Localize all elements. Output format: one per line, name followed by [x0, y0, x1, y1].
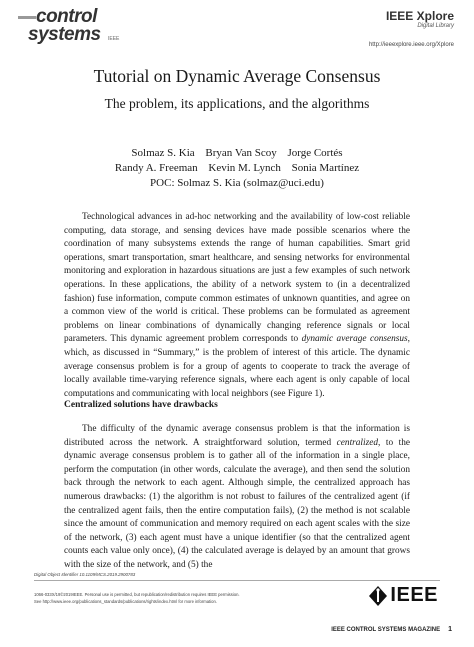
centralized-paragraph [64, 423, 410, 573]
author-block [0, 146, 474, 191]
copyright-line-2: See http://www.ieee.org/publications_standards/publications/rights/index.html for more information. [34, 599, 217, 604]
control-systems-logo [18, 6, 138, 52]
author-name: Sonia Martínez [291, 162, 360, 174]
paragraph-text: , which, as discussed in “Summary,” is the problem of interest of this article. The dynamic average consensus problem is for a group of agents to cooperate to track the average of locally available time-varying reference signals, where each agent is only capable of local computations and communicating with local neighbors (see Figure 1). [64, 334, 410, 399]
author-name: Jorge Cortés [287, 147, 343, 159]
emphasized-term: dynamic average consensus [301, 334, 408, 345]
paragraph-text: , to the dynamic average consensus problem is to gather all of the information in a single place, perform the computation (in other words, calculate the average), and then send the solution back through the network to each agent. Although simple, the centralized approach has numerous drawbacks: (1) the algorithm is not robust to failures of the centralized agent (if the centralized agent fails, then the entire computation fails), (2) the method is not scalable since the amount of communication and memory required on each agent scales with the size of the network, (3) each agent must have a unique identifier (so that the centralized agent counts each value only once), (4) the calculated average is delayed by an amount that grows with the size of the network, and (5) the [64, 437, 411, 570]
xplore-title: IEEE Xplore [385, 9, 454, 23]
xplore-subtitle: Digital Library [417, 23, 454, 29]
author-name: Randy A. Freeman [114, 162, 198, 174]
logo-line2: systems [28, 24, 101, 45]
article-subtitle: The problem, its applications, and the algorithms [104, 96, 370, 111]
ieee-wordmark: IEEE [390, 584, 438, 606]
logo-line1: control [36, 6, 97, 27]
authors-line-2 [0, 161, 474, 176]
page-footer [331, 626, 452, 633]
author-name: Bryan Van Scoy [205, 147, 277, 159]
point-of-contact: POC: Solmaz S. Kia (solmaz@uci.edu) [150, 177, 324, 189]
emphasized-term: centralized [336, 437, 378, 448]
intro-paragraph [64, 211, 410, 401]
footer-divider [34, 580, 440, 581]
ieee-xplore-badge [386, 9, 454, 29]
author-name: Solmaz S. Kia [131, 147, 195, 159]
xplore-url[interactable]: http://ieeexplore.ieee.org/Xplore [368, 42, 454, 48]
paragraph-text: Technological advances in ad-hoc networking and the availability of low-cost reliable computing, data storage, and sensing devices have made possible scenarios where the coordination of many subsystems extends the range of human capabilities. Smart grid operations, smart transportation, smart healthcare, and sensing networks for environmental monitoring and exploration in hazardous situations are just a few examples of such network operations. In these applications, the ability of a network system to (in a decentralized fashion) fuse information, compute common estimates of unknown quantities, and agree on a common view of the world is critical. These problems can be formulated as agreement problems on linear combinations of dynamically changing reference signals or local parameters. This dynamic agreement problem corresponds to [64, 212, 410, 345]
section-heading: Centralized solutions have drawbacks [64, 400, 218, 410]
paragraph-text: The difficulty of the dynamic average consensus problem is that the information is distributed across the network. A straightforward solution, termed [64, 424, 410, 448]
authors-line-1 [0, 146, 474, 161]
logo-decoration [18, 16, 36, 19]
doi-line: Digital Object Identifier 10.1109/MCS.2019.2900783 [34, 572, 136, 577]
author-name: Kevin M. Lynch [208, 162, 281, 174]
article-title: Tutorial on Dynamic Average Consensus [93, 66, 381, 86]
ieee-diamond-icon [368, 585, 388, 607]
copyright-line-1: 1066-033X/19©2019IEEE. Personal use is permitted, but republication/redistribution requires IEEE permission. [34, 592, 240, 597]
logo-tm: IEEE [108, 36, 120, 42]
ieee-logo [368, 584, 438, 607]
page-number: 1 [448, 626, 452, 633]
magazine-name: IEEE CONTROL SYSTEMS MAGAZINE [331, 627, 441, 633]
